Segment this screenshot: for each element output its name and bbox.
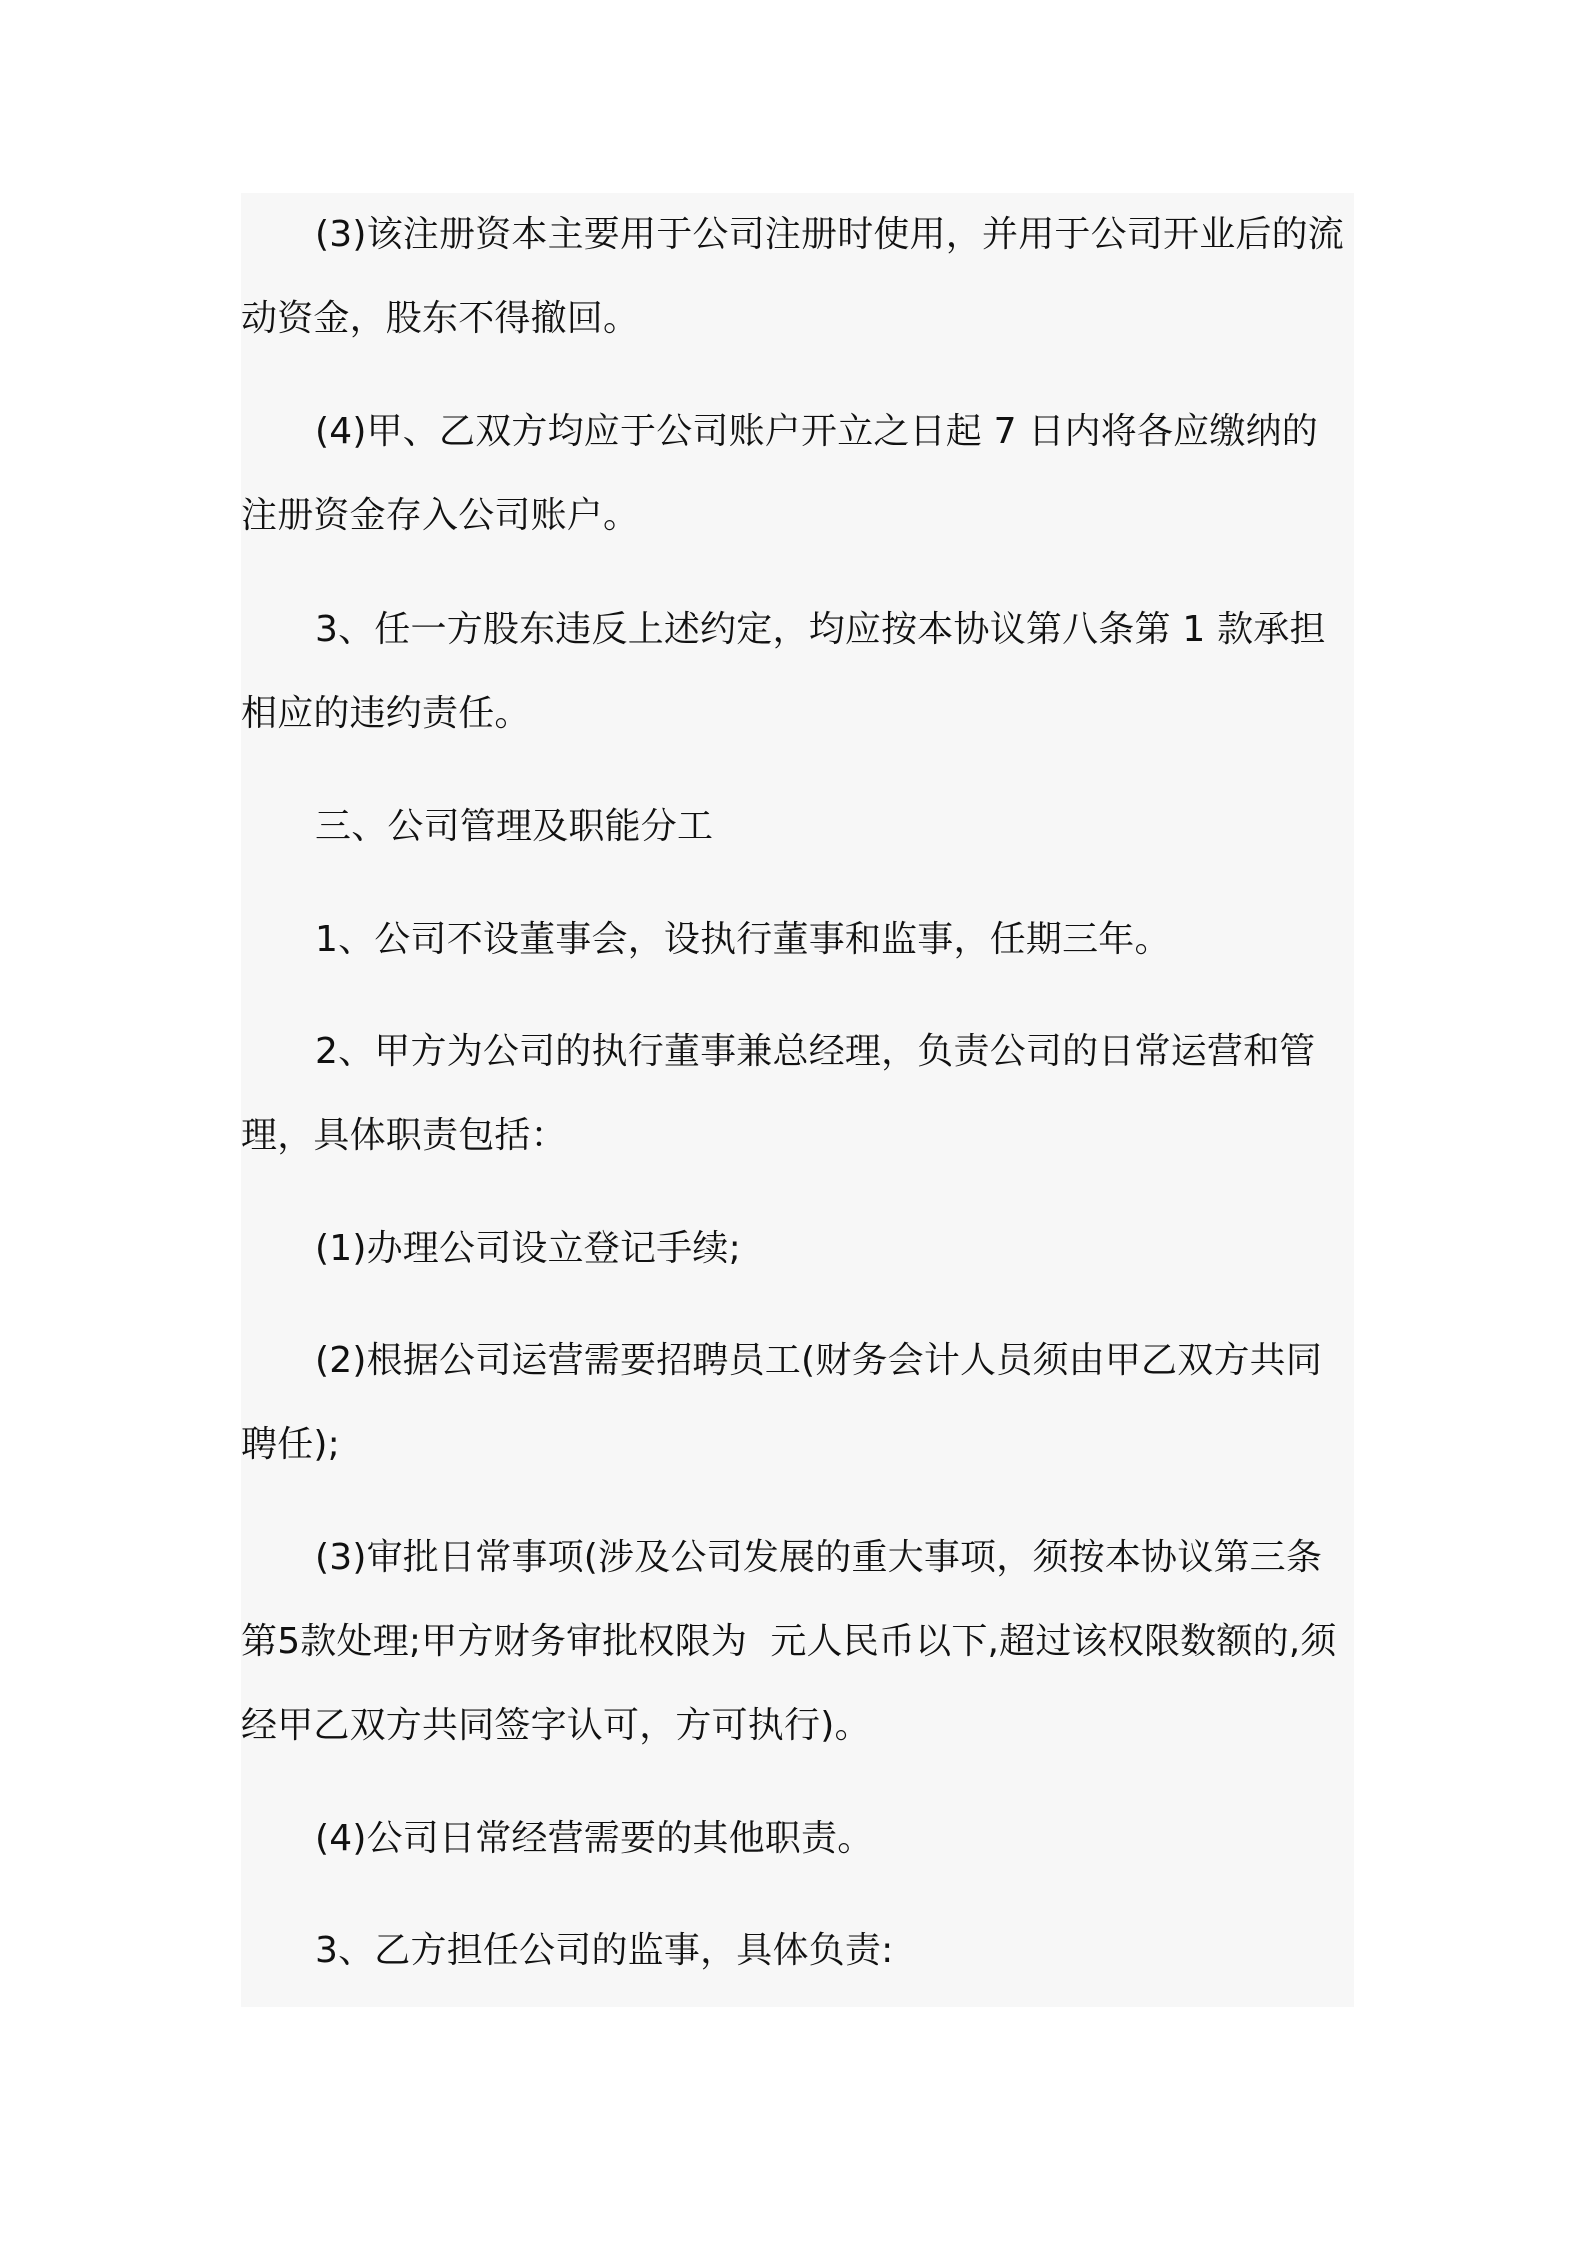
list-item-approval: (3)审批日常事项(涉及公司发展的重大事项，须按本协议第三条第5款处理;甲方财务审批权限为 元人民币以下,超过该权限数额的,须经甲乙双方共同签字认可，方可执行)。: [241, 1537, 1337, 1746]
paragraph-capital-usage: (3)该注册资本主要用于公司注册时使用，并用于公司开业后的流动资金，股东不得撤回。: [241, 214, 1344, 339]
document-content: [241, 193, 1354, 2007]
paragraph-no-board: 1、公司不设董事会，设执行董事和监事，任期三年。: [315, 919, 1171, 960]
paragraph-party-a-duties: 2、甲方为公司的执行董事兼总经理，负责公司的日常运营和管理，具体职责包括：: [241, 1031, 1316, 1156]
list-item-registration: (1)办理公司设立登记手续;: [315, 1228, 741, 1269]
list-item-other-duties: (4)公司日常经营需要的其他职责。: [315, 1818, 874, 1859]
paragraph-breach-liability: 3、任一方股东违反上述约定，均应按本协议第八条第 1 款承担相应的违约责任。: [241, 609, 1326, 734]
paragraph-party-b-supervisor: 3、乙方担任公司的监事，具体负责:: [315, 1930, 894, 1971]
list-item-hiring: (2)根据公司运营需要招聘员工(财务会计人员须由甲乙双方共同聘任);: [241, 1340, 1323, 1465]
section-heading-management: 三、公司管理及职能分工: [315, 806, 714, 847]
paragraph-capital-deposit: (4)甲、乙双方均应于公司账户开立之日起 7 日内将各应缴纳的注册资金存入公司账户。: [241, 411, 1318, 536]
